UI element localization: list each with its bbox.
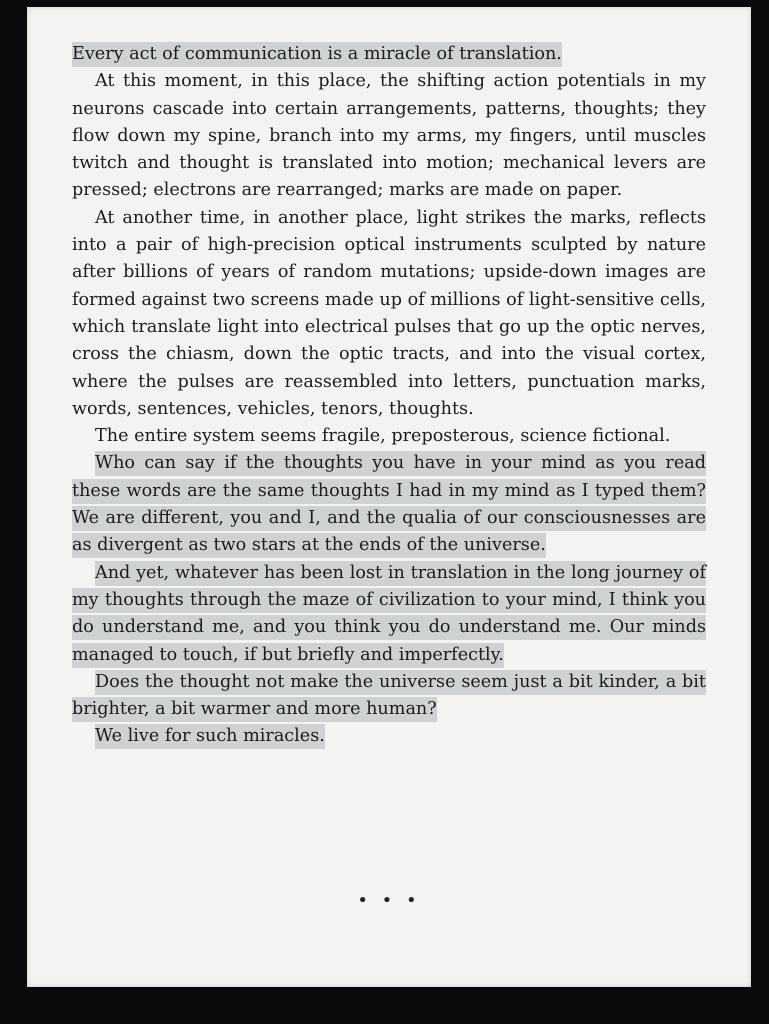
paragraph-6	[72, 560, 706, 669]
highlight-3[interactable]: And yet, whatever has been lost in translation in the long journey of my thoughts through the maze of civilization to your mind, I think you do understand me, and you think you do understand me. Our minds managed to touch, if but briefly and imperfectly.	[72, 561, 706, 668]
highlight-4[interactable]: Does the thought not make the universe seem just a bit kinder, a bit brighter, a bit warmer and more human?	[72, 670, 706, 722]
highlight-2[interactable]: Who can say if the thoughts you have in your mind as you read these words are the same thoughts I had in my mind as I typed them? We are different, you and I, and the qualia of our consciousnesses are as divergent as two stars at the ends of the universe.	[72, 451, 706, 558]
highlight-1[interactable]: Every act of communication is a miracle of translation.	[72, 42, 562, 67]
paragraph-4	[72, 423, 706, 450]
paragraph-3-text: At another time, in another place, light strikes the marks, reflects into a pair of high-precision optical instruments sculpted by nature after billions of years of random mutations; upside-down images are formed against two screens made up of millions of light-sensitive cells, which translate light into electrical pulses that go up the optic nerves, cross the chiasm, down the optic tracts, and into the visual cortex, where the pulses are reassembled into letters, punctuation marks, words, sentences, vehicles, tenors, thoughts.	[72, 207, 706, 419]
paragraph-2	[72, 68, 706, 204]
paragraph-8	[72, 723, 706, 750]
highlight-5[interactable]: We live for such miracles.	[95, 724, 325, 749]
e-reader-screen	[27, 7, 751, 987]
paragraph-3	[72, 205, 706, 423]
paragraph-1	[72, 41, 706, 68]
paragraph-4-text: The entire system seems fragile, preposterous, science fictional.	[95, 426, 671, 447]
paragraph-5	[72, 450, 706, 559]
paragraph-7	[72, 669, 706, 724]
paragraph-2-text: At this moment, in this place, the shifting action potentials in my neurons cascade into certain arrangements, patterns, thoughts; they flow down my spine, branch into my arms, my fingers, until muscles twitch and thought is translated into motion; mechanical levers are pressed; electrons are rearranged; marks are made on paper.	[72, 71, 706, 201]
book-page	[72, 41, 706, 911]
section-break: • • •	[357, 890, 421, 911]
